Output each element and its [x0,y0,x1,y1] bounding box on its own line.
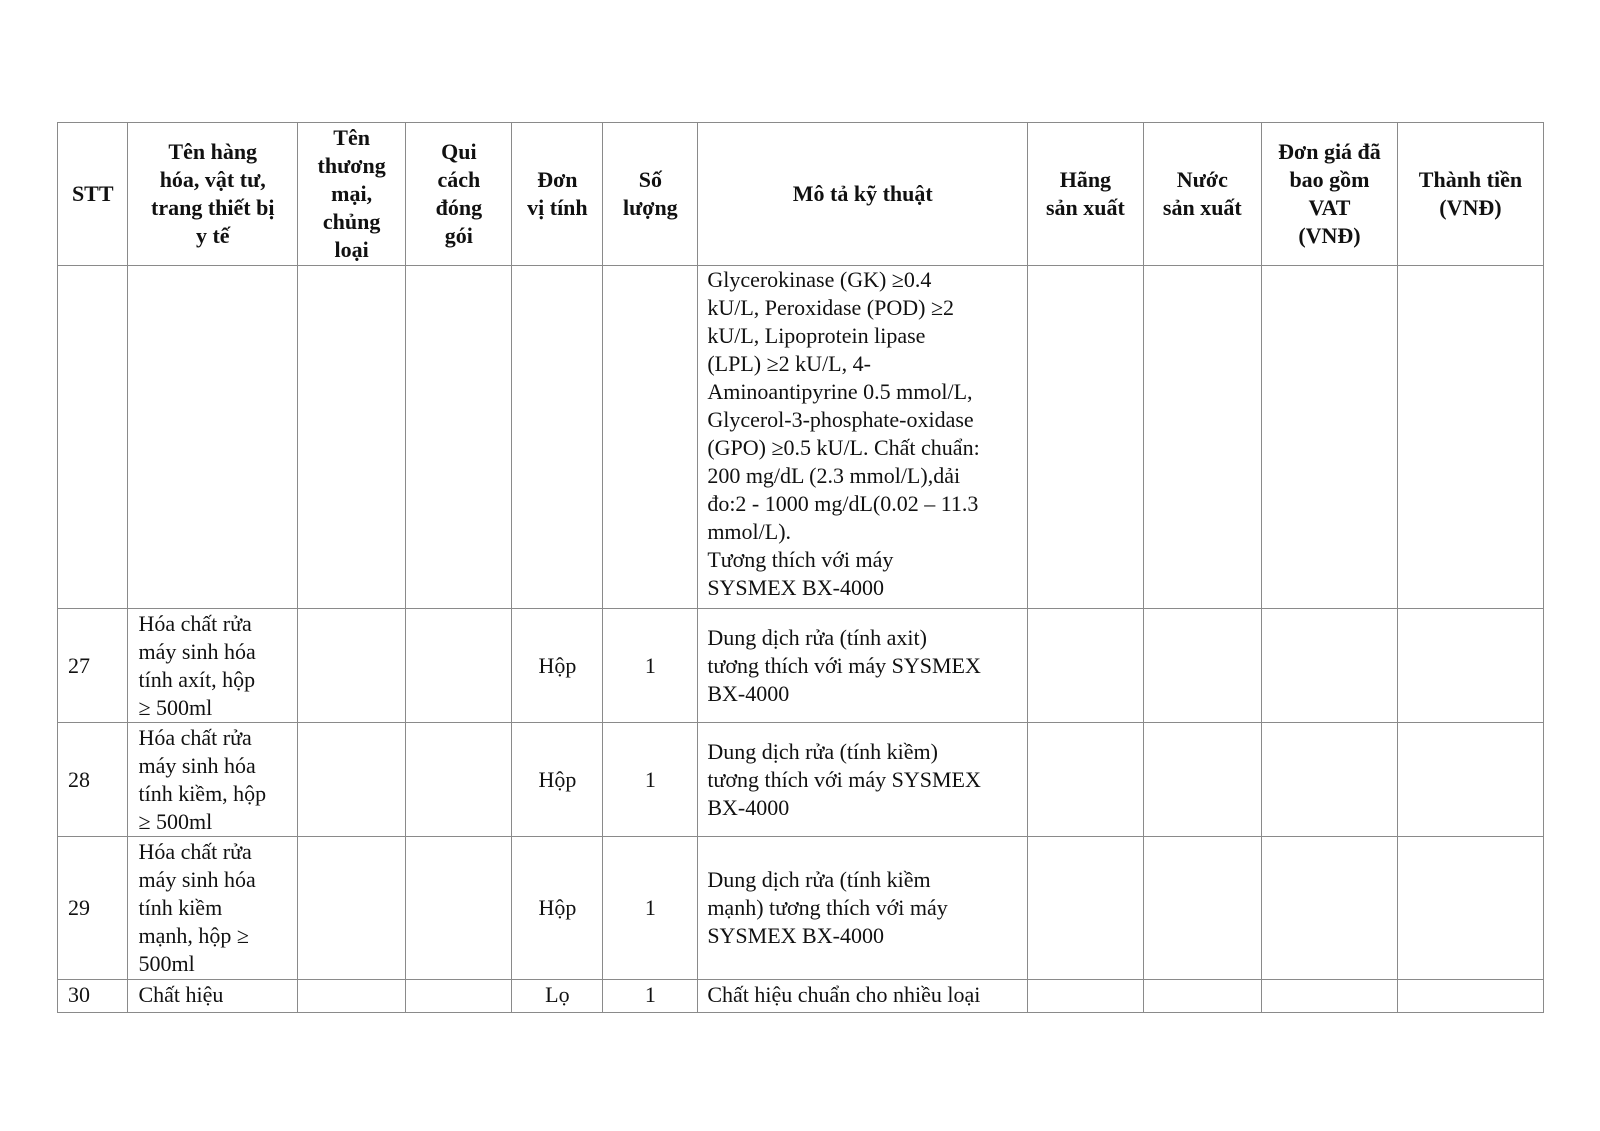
header-unit-price: Đơn giá đã bao gồm VAT (VNĐ) [1262,123,1398,266]
cell-total [1397,837,1543,980]
cell-packaging [406,837,512,980]
cell-country [1143,266,1261,609]
cell-country [1143,980,1261,1013]
cell-manufacturer [1028,837,1143,980]
header-country: Nước sản xuất [1143,123,1261,266]
cell-unit: Lọ [512,980,603,1013]
cell-item-name: Hóa chất rửa máy sinh hóa tính kiềm mạnh, hộp ≥ 500ml [128,837,298,980]
cell-country [1143,609,1261,723]
cell-stt: 27 [58,609,128,723]
table-row [58,837,1544,980]
cell-item-name: Chất hiệu [128,980,298,1013]
cell-quantity [603,266,698,609]
cell-quantity: 1 [603,837,698,980]
cell-stt: 28 [58,723,128,837]
header-quantity: Số lượng [603,123,698,266]
cell-technical-description: Dung dịch rửa (tính kiềm) tương thích với máy SYSMEX BX-4000 [698,723,1028,837]
cell-total [1397,266,1543,609]
header-total: Thành tiền (VNĐ) [1397,123,1543,266]
cell-trade-name [298,723,406,837]
table-row-continued [58,266,1544,609]
cell-total [1397,980,1543,1013]
cell-unit-price [1262,980,1398,1013]
cell-technical-description: Dung dịch rửa (tính kiềm mạnh) tương thích với máy SYSMEX BX-4000 [698,837,1028,980]
header-technical-description: Mô tả kỹ thuật [698,123,1028,266]
cell-technical-description: Chất hiệu chuẩn cho nhiều loại [698,980,1028,1013]
cell-item-name [128,266,298,609]
cell-manufacturer [1028,723,1143,837]
cell-trade-name [298,980,406,1013]
cell-stt: 30 [58,980,128,1013]
cell-technical-description: Glycerokinase (GK) ≥0.4 kU/L, Peroxidase (POD) ≥2 kU/L, Lipoprotein lipase (LPL) ≥2 kU/L, 4- Aminoantipyrine 0.5 mmol/L, Glycerol-3-phosphate-oxidase (GPO) ≥0.5 kU/L. Chất chuẩn: 200 mg/dL (2.3 mmol/L),dải đo:2 - 1000 mg/dL(0.02 – 11.3 mmol/L). Tương thích với máy SYSMEX BX-4000 [698,266,1028,609]
header-unit: Đơn vị tính [512,123,603,266]
cell-trade-name [298,266,406,609]
cell-total [1397,609,1543,723]
cell-unit-price [1262,266,1398,609]
specification-table [57,122,1544,1013]
cell-item-name: Hóa chất rửa máy sinh hóa tính kiềm, hộp ≥ 500ml [128,723,298,837]
header-packaging: Qui cách đóng gói [406,123,512,266]
cell-manufacturer [1028,266,1143,609]
cell-quantity: 1 [603,980,698,1013]
cell-unit: Hộp [512,609,603,723]
header-manufacturer: Hãng sản xuất [1028,123,1143,266]
cell-packaging [406,609,512,723]
header-stt: STT [58,123,128,266]
cell-packaging [406,723,512,837]
cell-unit-price [1262,609,1398,723]
cell-country [1143,723,1261,837]
cell-manufacturer [1028,609,1143,723]
cell-item-name: Hóa chất rửa máy sinh hóa tính axít, hộp ≥ 500ml [128,609,298,723]
cell-technical-description: Dung dịch rửa (tính axit) tương thích với máy SYSMEX BX-4000 [698,609,1028,723]
table-row [58,723,1544,837]
cell-quantity: 1 [603,609,698,723]
cell-unit-price [1262,837,1398,980]
cell-unit-price [1262,723,1398,837]
cell-trade-name [298,609,406,723]
cell-manufacturer [1028,980,1143,1013]
table-row [58,609,1544,723]
cell-stt [58,266,128,609]
table-row [58,980,1544,1013]
cell-unit: Hộp [512,837,603,980]
header-trade-name: Tên thương mại, chủng loại [298,123,406,266]
cell-total [1397,723,1543,837]
cell-quantity: 1 [603,723,698,837]
cell-trade-name [298,837,406,980]
cell-packaging [406,266,512,609]
header-item-name: Tên hàng hóa, vật tư, trang thiết bị y tế [128,123,298,266]
cell-country [1143,837,1261,980]
cell-stt: 29 [58,837,128,980]
cell-unit: Hộp [512,723,603,837]
cell-packaging [406,980,512,1013]
cell-unit [512,266,603,609]
header-row [58,123,1544,266]
